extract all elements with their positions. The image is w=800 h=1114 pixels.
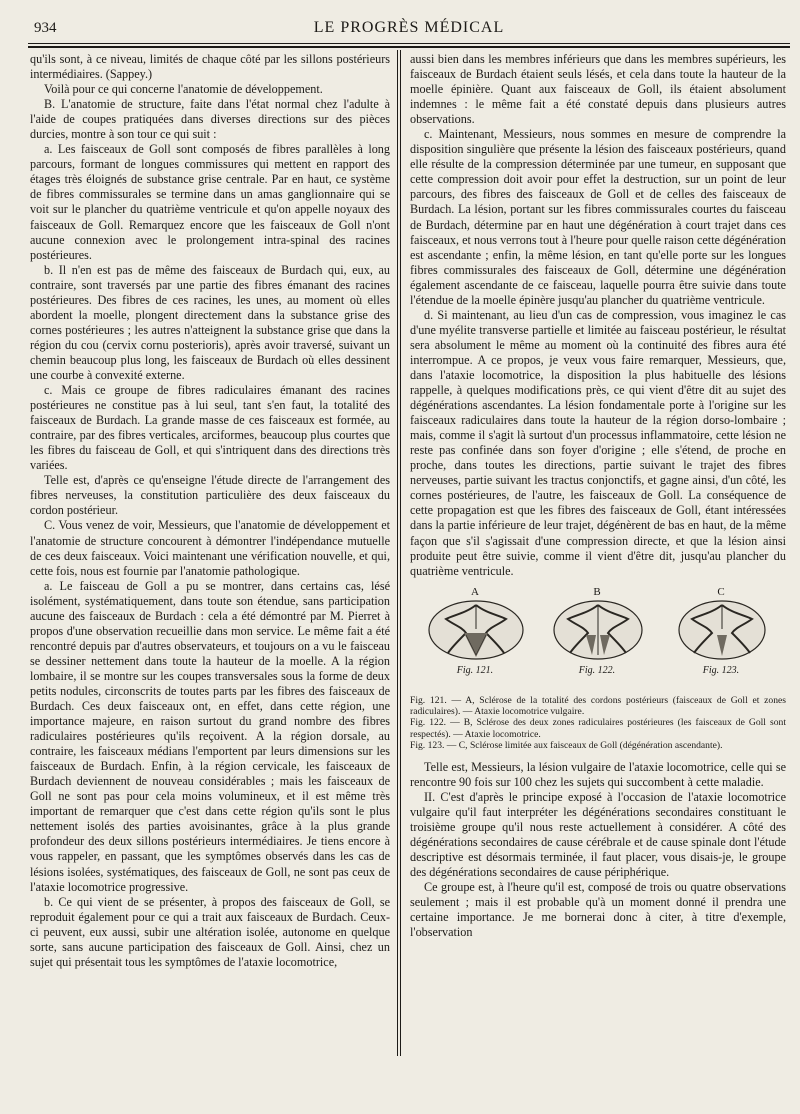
running-header — [28, 18, 790, 40]
paragraph: c. Mais ce groupe de fibres radiculaires émanant des racines postérieures ne constitue pas à lui seul, tant s'en faut, la totalité des faisceaux de Burdach. La grande masse de ces faisceaux est formée, au contraire, par des fibres verticales, arciformes, beaucoup plus courtes que les fibres du faisceau de Goll, et qui s'intriquent dans des directions très variées. — [30, 383, 390, 473]
paragraph: d. Si maintenant, au lieu d'un cas de compression, vous imaginez le cas d'une myélite transverse partielle et limitée au faisceau postérieur, le résultat sera absolument le même au moment où la continuité des fibres aura été interrompue. A ce propos, je veux vous faire remarquer, Messieurs, que, dans l'ataxie locomotrice, la disposition la plus habituelle des lésions rappelle, à quelques modifications près, ce qui vient d'être dit au sujet des dégénérations ascendantes. La lésion fondamentale porte à l'origine sur les faisceaux radiculaires dans toute la hauteur de la région dorso-lombaire ; mais, comme il s'agit là surtout d'un processus inflammatoire, cette lésion ne reste pas confinée dans son foyer d'origine ; elle s'étend, de proche en proche, dans toutes les directions, partie suivant le trajet des fibres nerveuses, partie suivant les tractus conjonctifs, et gagne ainsi, d'un côté, les cornes postérieures, de l'autre, les faisceaux de Goll. La conséquence de cette propagation est que les fibres des faisceaux de Goll, étant intéressées dans la partie inférieure de leur trajet, dégénèrent de bas en haut, de la même façon que s'il s'agissait d'une compression directe, et que la lésion ainsi produite peut être suivie, comme il vient d'être dit, jusqu'au plancher du quatrième ventricule. — [410, 307, 786, 578]
column-divider — [400, 50, 401, 1056]
paragraph: c. Maintenant, Messieurs, nous sommes en mesure de comprendre la disposition singulière que présente la lésion des faisceaux postérieurs, quand elle résulte de la compression déterminée par une tumeur, en supposant que cette compression doit avoir pour effet la destruction, sur un point de leur parcours, des fibres des faisceaux de Goll et de celles des faisceaux de Burdach. La lésion, portant sur les fibres commissurales courtes du faisceau de Burdach, détermine par en haut une dégénération à court trajet dans ces faisceaux, et nous verrons tout à l'heure pour quelle raison cette dégénération est ascendante ; enfin, la même lésion, en tant qu'elle porte sur les longues fibres commissurales des faisceaux de Goll, détermine une dégénération également ascendante de ce faisceau, laquelle pourra être suivie dans toute l'étendue de la moelle épinère jusqu'au plancher du quatrième ventricule. — [410, 127, 786, 307]
header-rule — [28, 43, 790, 44]
figure-legends — [410, 695, 786, 752]
figure-122 — [542, 585, 652, 681]
paragraph: Telle est, Messieurs, la lésion vulgaire de l'ataxie locomotrice, celle qui se rencontre 90 fois sur 100 chez les sujets qui succombent à cette maladie. — [410, 759, 786, 789]
spinal-cord-section-icon — [672, 599, 772, 661]
figure-letter: B — [593, 585, 601, 598]
figure-123 — [666, 585, 776, 681]
left-column — [30, 52, 390, 970]
paragraph: qu'ils sont, à ce niveau, limités de chaque côté par les sillons postérieurs intermédiaires. (Sappey.) — [30, 52, 390, 82]
figure-row — [410, 585, 786, 681]
figure-caption: Fig. 123. — [702, 664, 740, 676]
paragraph: Telle est, d'après ce qu'enseigne l'étude directe de l'arrangement des fibres nerveuses, la constitution particulière des deux faisceaux du cordon postérieur. — [30, 473, 390, 518]
spinal-cord-section-icon — [548, 599, 648, 661]
page-number: 934 — [34, 20, 57, 36]
paragraph: a. Les faisceaux de Goll sont composés de fibres parallèles à long parcours, formant de longues commissures qui mettent en rapport des étages très éloignés de substance grise centrale. Par en haut, ce système de fibres commissurales se termine dans un amas ganglionnaire qui se voit sur le plancher du quatrième ventricule et qu'on appelle noyaux des faisceaux de Goll. Remarquez encore que les faisceaux de Goll n'ont aucune connexion avec le prolongement intra-spinal des racines postérieures. — [30, 142, 390, 262]
figure-121 — [420, 585, 530, 681]
figure-legend: Fig. 123. — C, Sclérose limitée aux faisceaux de Goll (dégénération ascendante). — [410, 740, 723, 752]
paragraph: C. Vous venez de voir, Messieurs, que l'anatomie de développement et l'anatomie de structure concourent à démontrer l'indépendance mutuelle de ces deux faisceaux. Voici maintenant une vérification nouvelle, et qui, cette fois, nous est fournie par l'anatomie pathologique. — [30, 518, 390, 578]
paragraph: b. Ce qui vient de se présenter, à propos des faisceaux de Goll, se reproduit également pour ce qui a trait aux faisceaux de Burdach. Ceux-ci peuvent, eux aussi, subir une altération isolée, autonome en quelque sorte, sans aucune participation des faisceaux de Goll. Ainsi, chez un sujet qui présentait tous les symptômes de l'ataxie locomotrice, — [30, 894, 390, 969]
figure-letter: C — [717, 585, 725, 598]
figure-letter: A — [471, 585, 479, 598]
paragraph: Voilà pour ce qui concerne l'anatomie de développement. — [44, 82, 323, 97]
paragraph: II. C'est d'après le principe exposé à l'occasion de l'ataxie locomotrice vulgaire qu'il faut interpréter les dégénérations secondaires constituant le troisième groupe qu'il nous reste actuellement à considérer. A côté des dégénérations secondaires de cause cérébrale et de cause spinale dont l'étude descriptive est désormais terminée, il faut placer, vous disais-je, le groupe des dégénérations secondaires de cause périphérique. — [410, 789, 786, 879]
figure-legend: Fig. 122. — B, Sclérose des deux zones radiculaires postérieures (les faisceaux de Goll sont respectés). — Ataxie locomotrice. — [410, 717, 786, 740]
journal-title: LE PROGRÈS MÉDICAL — [313, 19, 505, 36]
figure-caption: Fig. 121. — [456, 664, 494, 676]
paragraph: Ce groupe est, à l'heure qu'il est, composé de trois ou quatre observations seulement ; mais il est probable qu'à un moment donné il prendra une certaine importance. Je me bornerai donc à citer, à titre d'exemple, l'observation — [410, 880, 786, 940]
paragraph: B. L'anatomie de structure, faite dans l'état normal chez l'adulte à l'aide de coupes pratiquées dans diverses directions sur des pièces durcies, montre à son tour ce qui suit : — [30, 97, 390, 142]
figure-caption: Fig. 122. — [578, 664, 616, 676]
paragraph: a. Le faisceau de Goll a pu se montrer, dans certains cas, lésé isolément, systématiquement, dans toute son étendue, sans participation aucune des faisceaux de Burdach : cela a été démontré par M. Pierret à propos d'une observation recueillie dans mon service. Le même fait a été rencontré depuis par d'autres observateurs, et toujours on a vu le faisceau se dessiner nettement dans toute la hauteur de la moelle. A la région lombaire, il se montre sur les coupes transversales sous la forme de deux petits nodules, circonscrits de toutes parts par les fibres des faisceaux de Burdach. Ces deux faisceaux ont, en effet, dans cette région, une importance majeure, en raison surtout du grand nombre des fibres radiculaires postérieures qu'ils reçoivent. A la région dorsale, au contraire, les faisceaux médians l'emportent par leurs dimensions sur les faisceaux de Burdach. Enfin, à la région cervicale, les faisceaux de Burdach deviennent de nouveau considérables ; mais les faisceaux de Goll ne sont pas pour cela moins volumineux, et il est même très important de remarquer que c'est dans cette région qu'ils sont le plus nettement isolés des parties avoisinantes, grâce à la plus grande profondeur des deux sillons postérieurs intermédiaires. Je tiens encore à vous rappeler, en passant, que les symptômes observés dans les cas de lésions isolées, systématiques, des faisceaux de Goll, ne sont pas ceux de l'ataxie locomotrice progressive. — [30, 578, 390, 894]
column-divider — [397, 50, 398, 1056]
spinal-cord-section-icon — [426, 599, 526, 661]
right-column — [410, 52, 786, 940]
paragraph: aussi bien dans les membres inférieurs que dans les membres supérieurs, les faisceaux de Burdach étaient seuls lésés, et cela dans toute la hauteur de la moelle épinière. Quant aux faisceaux de Goll, ils étaient absolument indemnes : le même fait a été constaté depuis dans plusieurs autres observations. — [410, 52, 786, 127]
header-rule-thick — [28, 46, 790, 48]
figure-legend: Fig. 121. — A, Sclérose de la totalité des cordons postérieurs (faisceaux de Goll et zones radiculaires). — Ataxie locomotrice vulgaire. — [410, 694, 786, 718]
paragraph: b. Il n'en est pas de même des faisceaux de Burdach qui, eux, au contraire, sont traversés par une partie des fibres émanant des racines postérieures. Des fibres de ces racines, les unes, au moment où elles abordent la moelle, plongent directement dans la substance grise des cornes postérieures ; les autres n'atteignent la substance grise que dans la région du cou (cervix cornu posterioris), après avoir traversé, suivant un chemin beaucoup plus long, les faisceaux de Burdach où elles dessinent une courbe à convexité externe. — [30, 262, 390, 382]
